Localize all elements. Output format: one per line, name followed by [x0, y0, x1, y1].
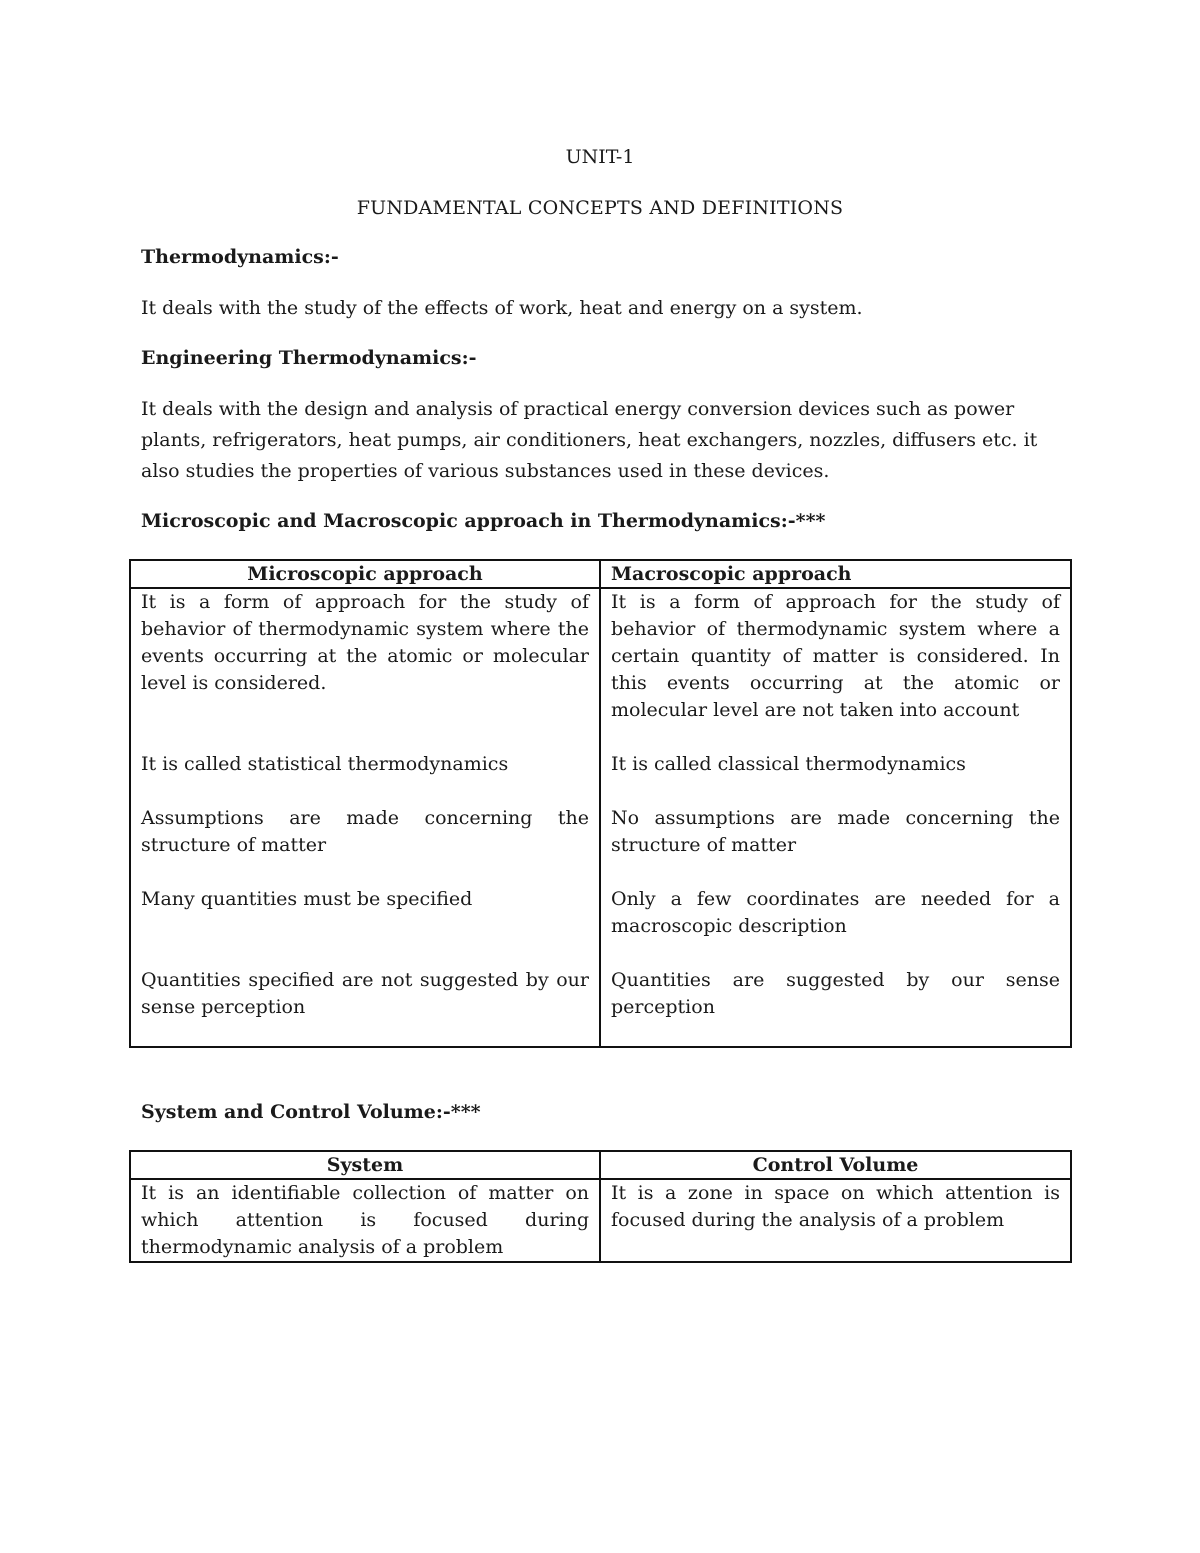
macroscopic-point: Only a few coordinates are needed for a macroscopic description: [611, 888, 1060, 937]
microscopic-point: It is a form of approach for the study of behavior of thermodynamic system where the events occurring at the atomic or molecular level is considered.: [141, 591, 589, 694]
microscopic-header: Microscopic approach: [130, 560, 600, 588]
macroscopic-point: It is a form of approach for the study of behavior of thermodynamic system where a certain quantity of matter is considered. In this events occurring at the atomic or molecular level are not taken into account: [611, 591, 1060, 721]
macroscopic-point: It is called classical thermodynamics: [611, 753, 966, 775]
microscopic-cell: [130, 588, 600, 1047]
control-volume-header: Control Volume: [600, 1151, 1071, 1179]
thermodynamics-definition: It deals with the study of the effects of work, heat and energy on a system.: [141, 297, 863, 319]
microscopic-point: It is called statistical thermodynamics: [141, 753, 509, 775]
engineering-thermodynamics-heading: Engineering Thermodynamics:-: [141, 347, 477, 369]
system-header: System: [130, 1151, 600, 1179]
micro-macro-heading: Microscopic and Macroscopic approach in Thermodynamics:-***: [141, 510, 826, 532]
macroscopic-header: Macroscopic approach: [600, 560, 1071, 588]
macroscopic-point: Quantities are suggested by our sense perception: [611, 969, 1060, 1018]
table-header-row: [130, 1151, 1071, 1179]
microscopic-point: Assumptions are made concerning the structure of matter: [141, 807, 589, 856]
system-control-volume-heading: System and Control Volume:-***: [141, 1101, 481, 1123]
engineering-thermodynamics-definition: It deals with the design and analysis of practical energy conversion devices such as power plants, refrigerators, heat pumps, air conditioners, heat exchangers, nozzles, diffusers etc. it also studies the properties of various substances used in these devices.: [141, 398, 1038, 482]
system-cell: It is an identifiable collection of matter on which attention is focused during thermodynamic analysis of a problem: [130, 1179, 600, 1262]
thermodynamics-heading: Thermodynamics:-: [141, 246, 339, 268]
macroscopic-point: No assumptions are made concerning the structure of matter: [611, 807, 1060, 856]
macroscopic-cell: [600, 588, 1071, 1047]
page-title: FUNDAMENTAL CONCEPTS AND DEFINITIONS: [356, 197, 844, 219]
table-row: [130, 1179, 1071, 1262]
control-volume-cell: It is a zone in space on which attention is focused during the analysis of a problem: [600, 1179, 1071, 1262]
unit-title: UNIT-1: [565, 146, 635, 168]
system-control-volume-table: [129, 1150, 1072, 1263]
table-header-row: [130, 560, 1071, 588]
micro-macro-table: [129, 559, 1072, 1048]
microscopic-point: Many quantities must be specified: [141, 888, 473, 910]
table-row: [130, 588, 1071, 1047]
microscopic-point: Quantities specified are not suggested by our sense perception: [141, 969, 589, 1018]
